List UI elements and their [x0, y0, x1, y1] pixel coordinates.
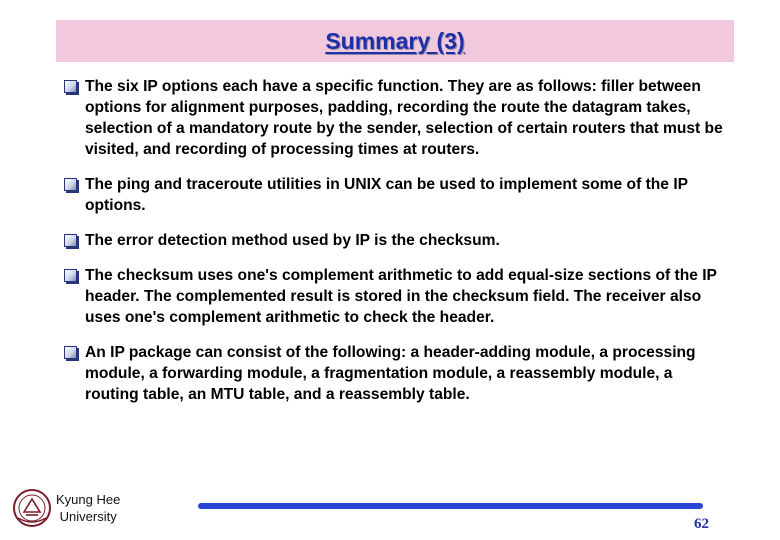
list-item	[64, 76, 729, 160]
university-line-2: University	[59, 509, 117, 524]
title-bar	[56, 20, 734, 62]
checkbox-bullet-icon	[64, 234, 77, 247]
bullet-list	[64, 76, 729, 419]
checkbox-bullet-icon	[64, 80, 77, 93]
list-item	[64, 230, 729, 251]
list-item	[64, 265, 729, 328]
slide-title: Summary (3)	[325, 27, 465, 54]
university-name	[56, 491, 120, 525]
university-seal-icon	[12, 488, 52, 528]
footer-divider	[198, 503, 703, 509]
bullet-text: An IP package can consist of the following: a header-adding module, a processing module, a forwarding module, a fragmentation module, a reassembly module, a routing table, an MTU table, and a reassembly table.	[85, 344, 696, 403]
checkbox-bullet-icon	[64, 269, 77, 282]
list-item	[64, 342, 729, 405]
checkbox-bullet-icon	[64, 346, 77, 359]
page-number: 62	[694, 516, 709, 532]
bullet-text: The six IP options each have a specific function. They are as follows: filler between options for alignment purposes, padding, recording the route the datagram takes, selection of a mandatory route by the sender, selection of certain routers that must be visited, and recording of processing times at routers.	[85, 78, 723, 158]
bullet-text: The ping and traceroute utilities in UNIX can be used to implement some of the IP options.	[85, 176, 688, 214]
university-line-1: Kyung Hee	[56, 492, 121, 507]
bullet-text: The checksum uses one's complement arithmetic to add equal-size sections of the IP header. The complemented result is stored in the checksum field. The receiver also uses one's complement arithmetic to check the header.	[85, 267, 717, 326]
bullet-text: The error detection method used by IP is the checksum.	[85, 232, 500, 249]
checkbox-bullet-icon	[64, 178, 77, 191]
list-item	[64, 174, 729, 216]
